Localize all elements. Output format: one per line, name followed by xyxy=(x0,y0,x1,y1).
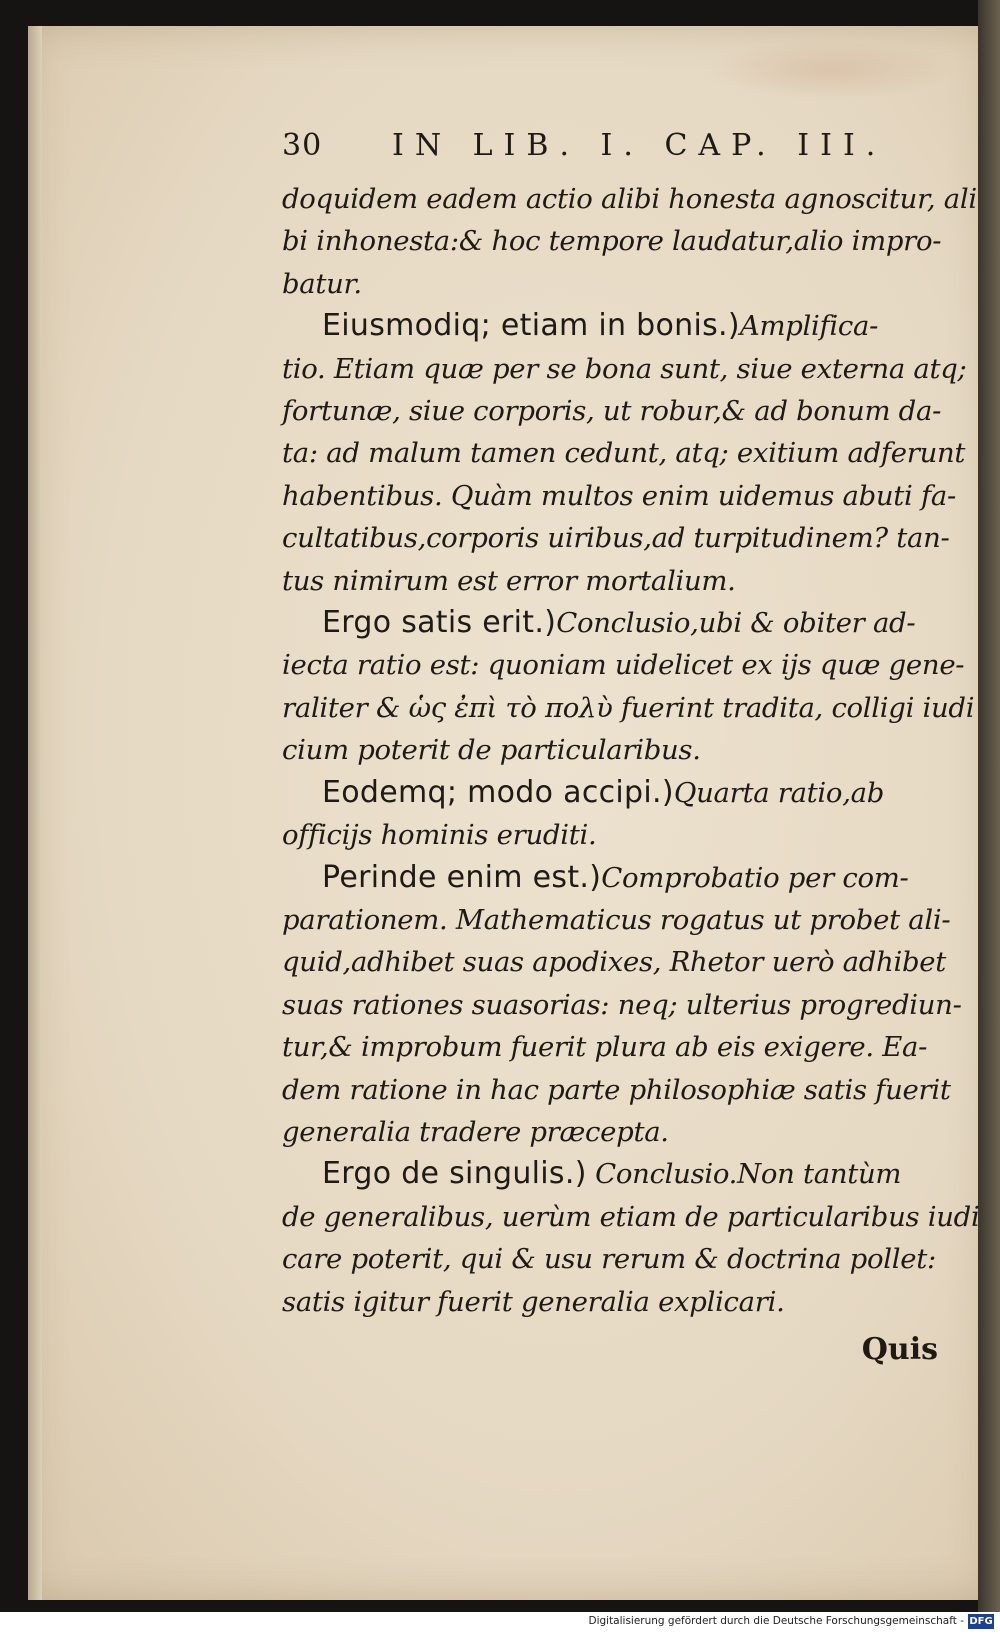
dfg-logo: DFG xyxy=(969,1616,993,1627)
line-text: suas rationes suasorias: neq; ulterius progrediun- xyxy=(282,988,962,1021)
lemma: Eiusmodiq; etiam in bonis.) xyxy=(322,308,740,344)
text-line xyxy=(282,602,942,644)
text-line xyxy=(282,984,962,1026)
paper-stain xyxy=(700,40,960,100)
text-line xyxy=(282,432,966,474)
line-text: fortunæ, siue corporis, ut robur,& ad bonum da- xyxy=(282,395,942,428)
line-text: de generalibus, uerùm etiam de particularibus iudi xyxy=(282,1200,980,1233)
line-text: raliter & ὡς ἐπὶ τὸ πολὺ fuerint tradita, colligi iudi xyxy=(282,691,975,724)
line-text: Conclusio.Non tantùm xyxy=(586,1158,902,1191)
text-line xyxy=(282,1238,942,1280)
lemma: Perinde enim est.) xyxy=(322,859,602,895)
line-text: Amplifica- xyxy=(739,310,879,343)
text-line xyxy=(282,220,942,262)
line-text: habentibus. Quàm multos enim uidemus abuti fa- xyxy=(282,479,956,512)
text-line xyxy=(282,1026,942,1068)
line-text: tio. Etiam quæ per se bona sunt, siue externa atq; xyxy=(282,352,967,385)
line-text: generalia tradere præcepta. xyxy=(282,1115,669,1148)
text-line xyxy=(282,1111,942,1153)
text-line xyxy=(282,178,977,220)
lemma: Ergo satis erit.) xyxy=(322,605,557,641)
line-text: dem ratione in hac parte philosophiæ satis fuerit xyxy=(282,1073,951,1106)
line-text: Conclusio,ubi & obiter ad- xyxy=(556,607,916,640)
text-line xyxy=(282,263,942,305)
text-line xyxy=(282,772,942,814)
lemma: Eodemq; modo accipi.) xyxy=(322,774,674,810)
line-text: cium poterit de particularibus. xyxy=(282,734,701,767)
line-text: doquidem eadem actio alibi honesta agnoscitur, ali xyxy=(282,183,977,215)
text-line xyxy=(282,941,946,983)
line-text: tus nimirum est error mortalium. xyxy=(282,564,736,597)
text-line xyxy=(282,390,942,432)
text-line xyxy=(282,899,951,941)
text-line xyxy=(282,305,942,347)
text-line xyxy=(282,517,950,559)
line-text: ta: ad malum tamen cedunt, atq; exitium adferunt xyxy=(282,437,966,470)
line-text: tur,& improbum fuerit plura ab eis exigere. Ea- xyxy=(282,1031,928,1064)
footer-credit: Digitalisierung gefördert durch die Deutsche Forschungsgemeinschaft - xyxy=(588,1615,964,1627)
lemma: Ergo de singulis.) xyxy=(322,1156,587,1192)
running-head xyxy=(282,128,942,178)
book-edge xyxy=(978,0,1000,1612)
text-lines xyxy=(282,178,980,1323)
line-text: quid,adhibet suas apodixes, Rhetor uerò adhibet xyxy=(282,946,946,979)
text-line xyxy=(282,687,975,729)
line-text: Comprobatio per com- xyxy=(601,861,909,894)
page-text xyxy=(282,128,980,1371)
text-line xyxy=(282,729,942,771)
line-text: iecta ratio est: quoniam uidelicet ex ijs quæ gene- xyxy=(282,649,965,682)
text-line xyxy=(282,857,942,899)
text-line xyxy=(282,348,967,390)
page-gutter-shadow xyxy=(28,26,42,1600)
text-line xyxy=(282,560,942,602)
text-line xyxy=(282,814,942,856)
running-head-title: IN LIB. I. CAP. III. xyxy=(392,128,887,163)
text-line xyxy=(282,1281,942,1323)
text-line xyxy=(282,1153,942,1195)
line-text: parationem. Mathematicus rogatus ut probet ali- xyxy=(282,903,951,936)
page-number: 30 xyxy=(282,128,323,163)
line-text: Quarta ratio,ab xyxy=(673,776,885,809)
text-line xyxy=(282,1196,980,1238)
text-line xyxy=(282,644,965,686)
line-text: officijs hominis eruditi. xyxy=(282,819,597,852)
text-line xyxy=(282,1069,951,1111)
line-text: bi inhonesta:& hoc tempore laudatur,alio impro- xyxy=(282,225,942,258)
line-text: satis igitur fuerit generalia explicari. xyxy=(282,1285,785,1318)
line-text: care poterit, qui & usu rerum & doctrina pollet: xyxy=(282,1243,936,1276)
text-line xyxy=(282,475,956,517)
line-text: cultatibus,corporis uiribus,ad turpitudinem? tan- xyxy=(282,522,950,555)
line-text: batur. xyxy=(282,267,362,300)
catchword: Quis xyxy=(861,1331,938,1367)
